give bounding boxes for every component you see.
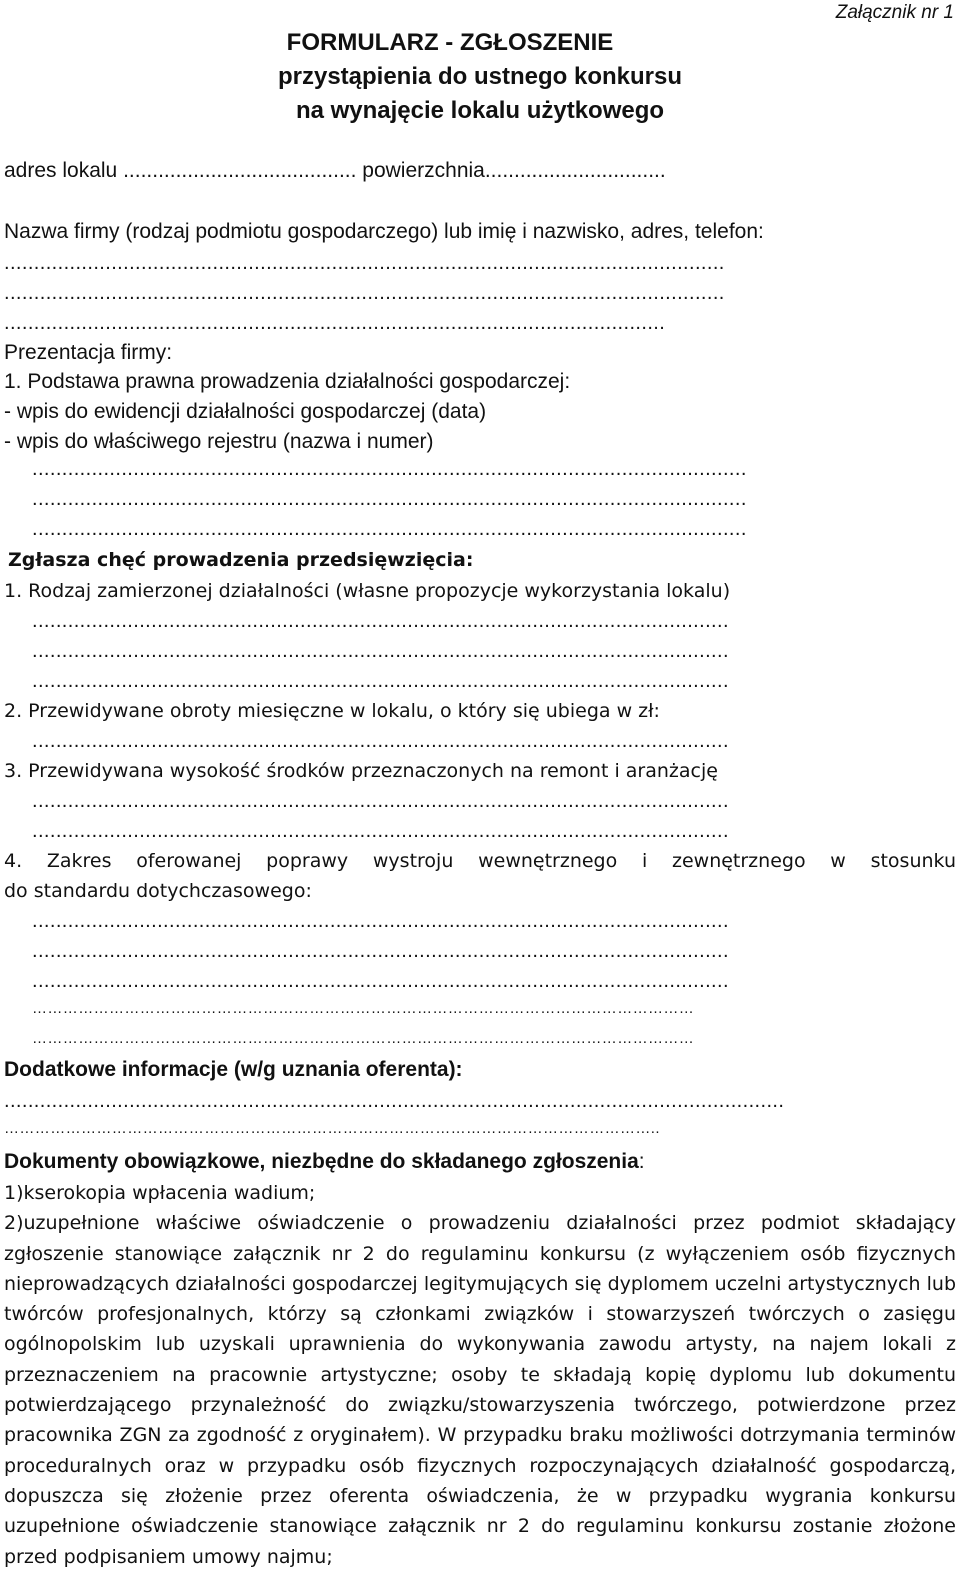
question-4-line-b: do standardu dotychczasowego:: [4, 880, 312, 902]
title-line-1: FORMULARZ - ZGŁOSZENIE: [286, 29, 614, 56]
address-line: adres lokalu ........................................ powierzchnia...............................: [4, 159, 666, 182]
document-item-2: 2)uzupełnione właściwe oświadczenie o prowadzeniu działalności przez podmiot składający zgłoszenie stanowiące załącznik nr 2 do regulaminu konkursu (z wyłączeniem osób fizycznych nieprowadzących działalności gospodarczej legitymujących się dyplomem uczelni artystycznych lub twórców profesjonalnych, którzy są członkami związków i stowarzyszeń twórczych o zasięgu ogólnopolskim lub uzyskali uprawnienia do wykonywania zawodu artysty, na najem lokali z przeznaczeniem na pracownie artystyczne; osoby te składają kopię dyplomu lub dokumentu potwierdzającego przynależność do związku/stowarzyszenia twórczego, potwierdzone przez pracownika ZGN za zgodność z oryginałem). W przypadku braku możliwości dotrzymania terminów proceduralnych oraz w przypadku osób fizycznych rozpoczynających działalność gospodarczą, dopuszcza się złożenie przez oferenta oświadczenia, że w przypadku wygrania konkursu uzupełnione oświadczenie stanowiące załącznik nr 2 do regulaminu konkursu zostanie złożone przed podpisaniem umowy najmu;: [4, 1212, 956, 1568]
company-line-1: .........................................................................................................................: [4, 252, 725, 274]
title-line-3: na wynajęcie lokalu użytkowego: [295, 97, 665, 124]
company-line-3: ...............................................................................................................: [4, 312, 666, 334]
documents-heading: Dokumenty obowiązkowe, niezbędne do składanego zgłoszenia: [4, 1150, 639, 1173]
question-1-line-2: .....................................................................................................................: [32, 640, 729, 662]
company-line-2: .........................................................................................................................: [4, 282, 725, 304]
question-3: 3. Przewidywana wysokość środków przeznaczonych na remont i aranżację: [4, 760, 718, 782]
documents-heading-colon: :: [638, 1150, 645, 1173]
question-4-line-2: .....................................................................................................................: [32, 940, 729, 962]
documents-list: [4, 1178, 956, 1572]
company-label: Nazwa firmy (rodzaj podmiotu gospodarczego) lub imię i nazwisko, adres, telefon:: [4, 220, 764, 243]
question-3-line-2: .....................................................................................................................: [32, 820, 729, 842]
question-4-line-1: .....................................................................................................................: [32, 910, 729, 932]
question-4-line-3: .....................................................................................................................: [32, 970, 729, 992]
additional-line-2: ………………………………………………………………………………………………………………..: [4, 1120, 660, 1137]
question-1: 1. Rodzaj zamierzonej działalności (własne propozycje wykorzystania lokalu): [4, 580, 731, 602]
question-2: 2. Przewidywane obroty miesięczne w lokalu, o który się ubiega w zł:: [4, 700, 660, 722]
presentation-item-1: 1. Podstawa prawna prowadzenia działalności gospodarczej:: [4, 370, 571, 393]
question-4-line-5: …………………………………………………………………………………………………………………: [32, 1030, 695, 1047]
additional-line-1: ...................................................................................................................................: [4, 1090, 785, 1112]
title-line-2: przystąpienia do ustnego konkursu: [277, 63, 683, 90]
documents-heading-row: [4, 1150, 645, 1174]
presentation-line-2: ........................................................................................................................: [32, 488, 747, 510]
question-3-line-1: .....................................................................................................................: [32, 790, 729, 812]
undertaking-heading: Zgłasza chęć prowadzenia przedsięwzięcia:: [8, 549, 474, 571]
additional-heading: Dodatkowe informacje (w/g uznania oferenta):: [4, 1058, 463, 1081]
question-4-line-4: …………………………………………………………………………………………………………………: [32, 1000, 695, 1017]
question-4-line-a: 4. Zakres oferowanej poprawy wystroju wewnętrznego i zewnętrznego w stosunku: [4, 850, 956, 872]
question-2-line-1: .....................................................................................................................: [32, 730, 729, 752]
presentation-item-1b: - wpis do właściwego rejestru (nazwa i numer): [4, 430, 434, 453]
presentation-line-3: ........................................................................................................................: [32, 518, 747, 540]
presentation-heading: Prezentacja firmy:: [4, 341, 173, 364]
document-item-1: 1)kserokopia wpłacenia wadium;: [4, 1182, 316, 1204]
question-1-line-3: .....................................................................................................................: [32, 670, 729, 692]
form-title: [0, 26, 960, 128]
question-1-line-1: .....................................................................................................................: [32, 610, 729, 632]
presentation-item-1a: - wpis do ewidencji działalności gospodarczej (data): [4, 400, 487, 423]
presentation-line-1: ........................................................................................................................: [32, 458, 747, 480]
annex-label: Załącznik nr 1: [835, 2, 954, 23]
